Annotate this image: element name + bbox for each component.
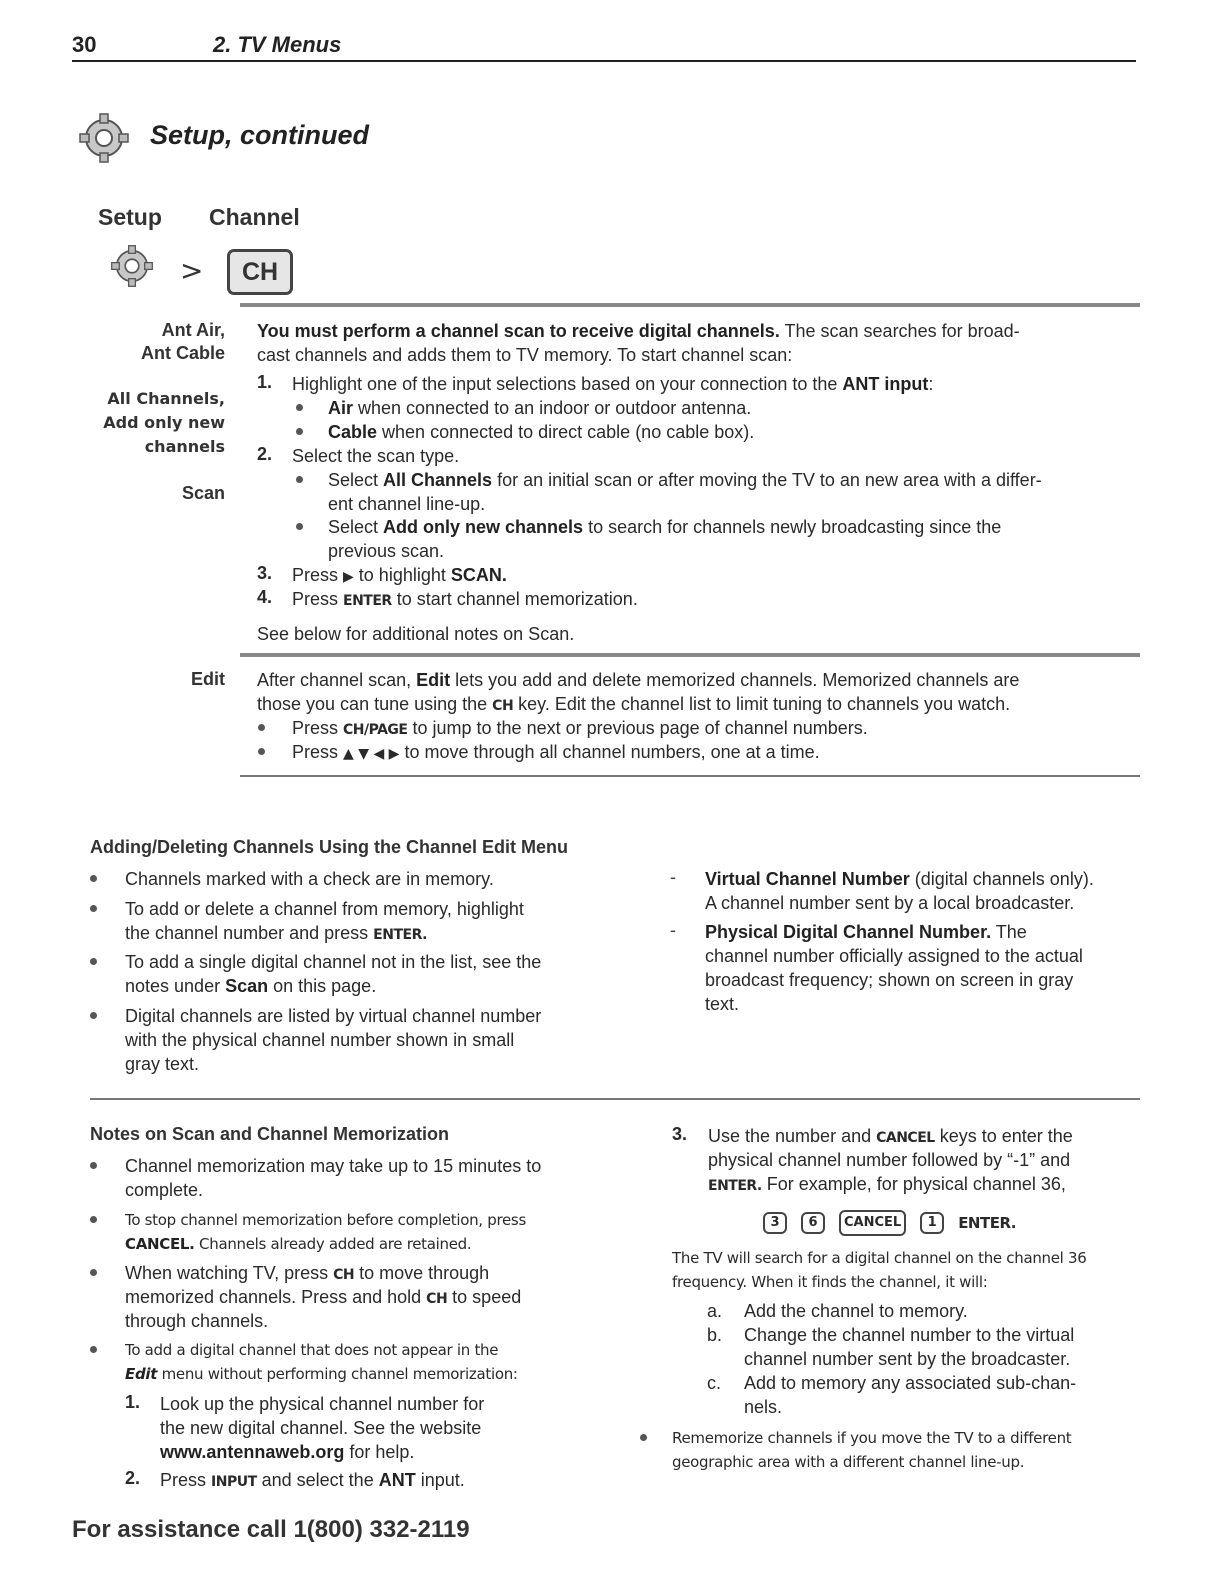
bullet bbox=[258, 748, 265, 755]
bullet bbox=[296, 428, 303, 435]
label-scan-type: All Channels, Add only new channels bbox=[103, 389, 225, 456]
notes-bullet-3-line3: through channels. bbox=[125, 1311, 269, 1331]
bullet bbox=[296, 523, 303, 530]
bullet bbox=[90, 1012, 97, 1019]
enter-key-label: ENTER. bbox=[958, 1214, 1016, 1232]
dash: - bbox=[670, 920, 676, 940]
bullet bbox=[90, 958, 97, 965]
adding-bullet-4-line2: with the physical channel number shown in small bbox=[125, 1030, 515, 1050]
all-channels-text: Select All Channels for an initial scan or after moving the TV to an new area with a differ- bbox=[328, 470, 1042, 490]
ch-badge-icon: CH bbox=[227, 249, 293, 295]
key-1-icon: 1 bbox=[920, 1212, 944, 1234]
bullet bbox=[90, 905, 97, 912]
right-arrow-icon: ▶ bbox=[343, 569, 354, 585]
sub-a-text: Add the channel to memory. bbox=[744, 1301, 968, 1321]
chapter-title: 2. TV Menus bbox=[213, 32, 342, 57]
breadcrumb-separator: > bbox=[180, 254, 204, 287]
adding-bullet-4-line3: gray text. bbox=[125, 1054, 200, 1074]
virtual-channel-def-line2: A channel number sent by a local broadcaster. bbox=[705, 893, 1075, 913]
notes-bullet-2-line1: To stop channel memorization before completion, press bbox=[125, 1211, 526, 1229]
notes-bullet-4-line1: To add a digital channel that does not appear in the bbox=[125, 1341, 499, 1359]
breadcrumb-channel: Channel bbox=[209, 204, 300, 230]
intro-line-1: You must perform a channel scan to receive digital channels. The scan searches for broad- bbox=[257, 321, 1020, 341]
adding-bullet-1: Channels marked with a check are in memory. bbox=[125, 869, 494, 889]
edit-bullet-2: Press ▲ ▼ ◀ ▶ to move through all channel numbers, one at a time. bbox=[292, 742, 820, 762]
notes-step-3-line2: physical channel number followed by “-1” and bbox=[708, 1150, 1071, 1170]
table-top-rule bbox=[240, 303, 1140, 307]
sub-c-text-line2: nels. bbox=[744, 1397, 783, 1417]
section-title: Setup, continued bbox=[150, 120, 369, 150]
bullet bbox=[258, 724, 265, 731]
notes-step-1-line2: the new digital channel. See the website bbox=[160, 1418, 482, 1438]
notes-step-1-number: 1. bbox=[125, 1392, 141, 1412]
sub-b-text-line2: channel number sent by the broadcaster. bbox=[744, 1349, 1071, 1369]
sub-b-label: b. bbox=[707, 1325, 723, 1345]
adding-heading: Adding/Deleting Channels Using the Channel Edit Menu bbox=[90, 837, 569, 857]
step-3-text: Press ▶ to highlight SCAN. bbox=[292, 565, 507, 585]
bullet bbox=[296, 404, 303, 411]
adding-bullet-3-line1: To add a single digital channel not in the list, see the bbox=[125, 952, 542, 972]
key-3-icon: 3 bbox=[763, 1212, 787, 1234]
setup-gear-icon bbox=[110, 244, 154, 288]
notes-bullet-1-line1: Channel memorization may take up to 15 minutes to bbox=[125, 1156, 542, 1176]
see-below-note: See below for additional notes on Scan. bbox=[257, 624, 575, 644]
adding-bullet-2-line2: the channel number and press ENTER. bbox=[125, 923, 427, 943]
gear-icon bbox=[78, 112, 130, 164]
label-edit: Edit bbox=[191, 669, 225, 689]
search-note-line2: frequency. When it finds the channel, it will: bbox=[672, 1273, 988, 1291]
bullet bbox=[640, 1434, 647, 1441]
notes-bullet-3-line1: When watching TV, press CH to move through bbox=[125, 1263, 490, 1283]
sub-b-text-line1: Change the channel number to the virtual bbox=[744, 1325, 1075, 1345]
bullet bbox=[90, 1162, 97, 1169]
key-6-icon: 6 bbox=[801, 1212, 825, 1234]
rememorize-line2: geographic area with a different channel line-up. bbox=[672, 1453, 1025, 1471]
edit-line-1: After channel scan, Edit lets you add and delete memorized channels. Memorized channels are bbox=[257, 670, 1020, 690]
add-new-text-line2: previous scan. bbox=[328, 541, 445, 561]
table-mid-rule bbox=[240, 653, 1140, 657]
bullet bbox=[90, 875, 97, 882]
notes-step-1-line3: www.antennaweb.org for help. bbox=[160, 1442, 415, 1462]
sub-c-text-line1: Add to memory any associated sub-chan- bbox=[744, 1373, 1077, 1393]
physical-channel-def-line2: channel number officially assigned to the actual bbox=[705, 946, 1083, 966]
assistance-footer: For assistance call 1(800) 332-2119 bbox=[72, 1516, 470, 1543]
adding-bullet-3-line2: notes under Scan on this page. bbox=[125, 976, 377, 996]
step-1-number: 1. bbox=[257, 372, 273, 392]
header-rule bbox=[72, 60, 1136, 62]
notes-bullet-3-line2: memorized channels. Press and hold CH to speed bbox=[125, 1287, 522, 1307]
sub-c-label: c. bbox=[707, 1373, 722, 1393]
step-4-number: 4. bbox=[257, 587, 273, 607]
notes-step-1-line1: Look up the physical channel number for bbox=[160, 1394, 485, 1414]
adding-bullet-2-line1: To add or delete a channel from memory, highlight bbox=[125, 899, 524, 919]
bullet bbox=[90, 1346, 97, 1353]
key-cancel-icon: CANCEL bbox=[839, 1210, 906, 1236]
step-4-text: Press ENTER to start channel memorization. bbox=[292, 589, 638, 609]
physical-channel-def-line3: broadcast frequency; shown on screen in gray bbox=[705, 970, 1074, 990]
page-number: 30 bbox=[72, 32, 97, 57]
step-2-text: Select the scan type. bbox=[292, 446, 460, 466]
virtual-channel-def: Virtual Channel Number (digital channels only). bbox=[705, 869, 1094, 889]
bullet bbox=[90, 1269, 97, 1276]
website-link: www.antennaweb.org bbox=[160, 1442, 345, 1462]
notes-step-3-line1: Use the number and CANCEL keys to enter the bbox=[708, 1126, 1073, 1146]
notes-heading: Notes on Scan and Channel Memorization bbox=[90, 1124, 450, 1144]
notes-bullet-1-line2: complete. bbox=[125, 1180, 204, 1200]
physical-channel-def-line4: text. bbox=[705, 994, 740, 1014]
bullet bbox=[90, 1216, 97, 1223]
notes-bullet-2-line2: CANCEL. Channels already added are retained. bbox=[125, 1235, 472, 1253]
notes-step-2-number: 2. bbox=[125, 1468, 141, 1488]
air-option-text: Air when connected to an indoor or outdoor antenna. bbox=[328, 398, 752, 418]
adding-bullet-4-line1: Digital channels are listed by virtual channel number bbox=[125, 1006, 542, 1026]
step-1-text: Highlight one of the input selections based on your connection to the ANT input: bbox=[292, 374, 934, 394]
intro-line-2: cast channels and adds them to TV memory. To start channel scan: bbox=[257, 345, 793, 365]
sub-a-label: a. bbox=[707, 1301, 723, 1321]
table-bottom-rule bbox=[240, 775, 1140, 777]
physical-channel-def: Physical Digital Channel Number. The bbox=[705, 922, 1027, 942]
arrow-keys-icon: ▲ ▼ ◀ ▶ bbox=[343, 746, 400, 762]
rememorize-line1: Rememorize channels if you move the TV to a different bbox=[672, 1429, 1072, 1447]
step-3-number: 3. bbox=[257, 563, 273, 583]
key-sequence bbox=[763, 1210, 1016, 1236]
all-channels-text-line2: ent channel line-up. bbox=[328, 494, 486, 514]
cable-option-text: Cable when connected to direct cable (no cable box). bbox=[328, 422, 755, 442]
edit-bullet-1: Press CH/PAGE to jump to the next or previous page of channel numbers. bbox=[292, 718, 868, 738]
notes-step-3-number: 3. bbox=[672, 1124, 688, 1144]
label-scan: Scan bbox=[181, 483, 225, 503]
section-divider bbox=[90, 1098, 1140, 1100]
edit-line-2: those you can tune using the CH key. Edit the channel list to limit tuning to channels you watch. bbox=[257, 694, 1011, 714]
add-new-text: Select Add only new channels to search for channels newly broadcasting since the bbox=[328, 517, 1002, 537]
label-ant: Ant Air, Ant Cable bbox=[140, 320, 225, 363]
notes-step-3-line3: ENTER. For example, for physical channel 36, bbox=[708, 1174, 1066, 1194]
notes-step-2-text: Press INPUT and select the ANT input. bbox=[160, 1470, 465, 1490]
bullet bbox=[296, 476, 303, 483]
step-2-number: 2. bbox=[257, 444, 273, 464]
breadcrumb-setup: Setup bbox=[98, 204, 162, 230]
notes-bullet-4-line2: Edit menu without performing channel memorization: bbox=[125, 1365, 518, 1383]
search-note-line1: The TV will search for a digital channel on the channel 36 bbox=[672, 1249, 1087, 1267]
dash: - bbox=[670, 867, 676, 887]
